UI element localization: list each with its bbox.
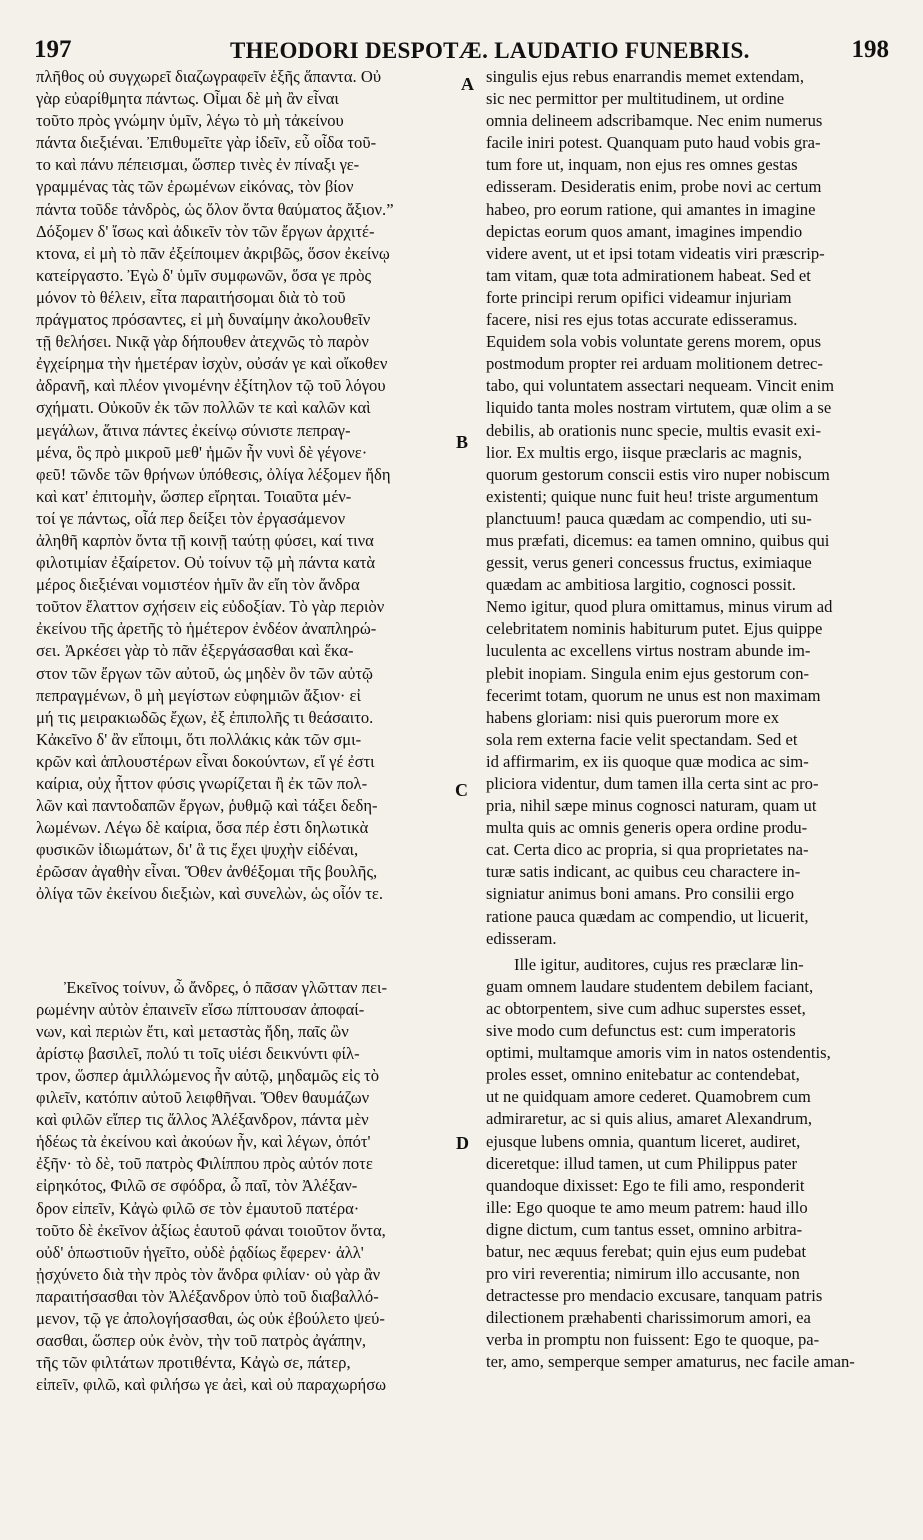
- text-line: sic nec permittor per multitudinem, ut ordine: [486, 89, 785, 109]
- text-line: ρωμένην αὐτὸν ἐπαινεῖν εἴσω πίπτουσαν ἀποφαί-: [36, 999, 365, 1019]
- page-number-right: 198: [851, 36, 889, 63]
- text-line: μένα, ὃς πρὸ μικροῦ μεθ' ἡμῶν ἦν νυνὶ δὲ γέγονε·: [36, 442, 368, 462]
- text-line: μενον, τῷ γε ἀπολογήσασθαι, ὡς οὐκ ἐβούλετο ψεύ-: [36, 1308, 385, 1328]
- text-line: δρον εἰπεῖν, Κἀγὼ φιλῶ σε τὸν ἐμαυτοῦ πατέρα·: [36, 1198, 360, 1218]
- text-line: Equidem sola vobis voluntate gerens morem, opus: [486, 332, 822, 352]
- text-line: Nemo igitur, quod plura omittamus, minus virum ad: [486, 597, 833, 617]
- text-line: κρῶν καὶ ἁπλουστέρων εἶναι δοκούντων, εἴ γέ ἐστι: [36, 751, 375, 771]
- text-line: ἡδέως τὰ ἐκείνου καὶ ἀκούων ἦν, καὶ λέγων, ὁπότ': [36, 1132, 371, 1152]
- greek-column: [36, 66, 463, 1396]
- text-line: multa quis ac omnis generis opera ordine produ-: [486, 818, 808, 838]
- text-line: optimi, multamque amoris vim in natos ostendentis,: [486, 1043, 831, 1063]
- text-line: ἀληθῆ καρπὸν ὄντα τῇ κοινῇ ταύτῃ φύσει, καί τινα: [36, 530, 374, 550]
- text-line: luculenta ac excellens virtus nostram abunde im-: [486, 641, 811, 661]
- text-line: μεγάλων, ἅτινα πάντες ἐκείνῳ σύνιστε πεπραγ-: [36, 420, 351, 440]
- text-line: καίρια, οὐχ ἧττον φύσις γνωρίζεται ἢ ἐκ τῶν πολ-: [36, 774, 368, 793]
- text-line: ter, amo, semperque semper amaturus, nec facile aman-: [486, 1352, 855, 1372]
- text-line: πράγματος πρόσαντες, εἰ μὴ δυναίμην ἀκολουθεῖν: [36, 310, 371, 330]
- text-line: μέρος διεξιέναι νομιστέον ἡμῖν ἂν εἴη τὸν ἄνδρα: [36, 575, 360, 595]
- text-line: γραμμένας τὰς τῶν ἐρωμένων εἰκόνας, τὸν βίον: [36, 177, 354, 197]
- text-line: πάντα διεξιέναι. Ἐπιθυμεῖτε γὰρ ἰδεῖν, εὖ οἶδα τοῦ-: [36, 133, 377, 153]
- running-header: [30, 36, 893, 66]
- text-line: καὶ κατ' ἐπιτομὴν, ὥσπερ εἴρηται. Τοιαῦτα μέν-: [36, 486, 352, 506]
- text-line: ἐξῆν· τὸ δὲ, τοῦ πατρὸς Φιλίππου πρὸς αὐτόν ποτε: [36, 1154, 373, 1174]
- text-line: tabo, qui voluntatem assectari nequeam. Vincit enim: [486, 376, 834, 396]
- text-line: liquido tanta moles nostram virtutem, quæ olim a se: [486, 398, 832, 418]
- text-line: τῇ θελήσει. Νικᾷ γὰρ δήπουθεν ἀτεχνῶς τὸ παρὸν: [36, 332, 369, 352]
- text-line: Κἀκεῖνο δ' ἂν εἴποιμι, ὅτι πολλάκις κἀκ τῶν σμι-: [36, 729, 362, 749]
- text-line: πάντα τοῦδε τἀνδρὸς, ὡς ὅλον ὄντα θαύματος ἄξιον.”: [36, 199, 394, 219]
- text-line: singulis ejus rebus enarrandis memet extendam,: [486, 67, 804, 86]
- text-line: diceretque: illud tamen, ut cum Philippus pater: [486, 1153, 798, 1173]
- text-line: habeo, pro eorum ratione, qui amantes in imagine: [486, 199, 816, 219]
- text-line: proles esset, omnino enitebatur ac contendebat,: [486, 1065, 800, 1085]
- text-line: σχήματι. Οὐκοῦν ἐκ τῶν πολλῶν τε καὶ καλῶν καὶ: [36, 398, 371, 418]
- text-line: πεπραγμένων, ὃ μὴ μεγίστων εὐφημιῶν ἄξιον· εἰ: [36, 685, 361, 705]
- text-line: planctuum! pauca quædam ac compendio, uti su-: [486, 508, 812, 528]
- greek-paragraph-2: [36, 977, 463, 1397]
- text-line: Δόξομεν δ' ἴσως καὶ ἀδικεῖν τὸν τῶν ἔργων ἀρχιτέ-: [36, 221, 375, 241]
- text-line: plebit inopiam. Singula enim ejus gestorum con-: [486, 663, 810, 683]
- text-line: νων, καὶ περιὼν ἔτι, καὶ μεταστὰς ἤδη, παῖς ὢν: [36, 1021, 349, 1041]
- text-line: cat. Certa dico ac propria, si qua proprietates na-: [486, 840, 809, 860]
- text-line: εἰπεῖν, φιλῶ, καὶ φιλήσω γε ἀεὶ, καὶ οὐ παραχωρήσω: [36, 1375, 387, 1395]
- text-line: guam omnem laudare studentem debilem faciant,: [486, 976, 814, 996]
- text-line: σασθαι, ὥσπερ οὐκ ἐνὸν, τὴν τοῦ πατρὸς ἀγάπην,: [36, 1331, 367, 1351]
- text-line: ac obtorpentem, sive cum adhuc superstes esset,: [486, 998, 806, 1018]
- text-line: ille: Ego quoque te amo meum patrem: haud illo: [486, 1197, 808, 1217]
- text-line: sola rem externa facie velit spectandam. Sed et: [486, 729, 798, 749]
- text-line: detractesse pro mendacio excusare, tanquam patris: [486, 1286, 823, 1306]
- latin-paragraph-1: [486, 66, 896, 950]
- text-line: ἐκείνου τῆς ἀρετῆς τὸ ἡμέτερον ἐνδέον ἀναπληρώ-: [36, 619, 377, 639]
- text-line: dilectionem præhabenti charissimorum amori, ea: [486, 1308, 811, 1328]
- text-line: fecerimt totam, quorum ne unus est non maximam: [486, 685, 821, 705]
- text-line: turæ satis indicant, ac quibus ceu charactere in-: [486, 862, 801, 882]
- text-line: τῆς τῶν φιλτάτων προτιθέντα, Κἀγὼ σε, πάτερ,: [36, 1353, 351, 1373]
- text-line: signiatur animus boni amans. Pro consilii ergo: [486, 884, 795, 904]
- text-line: ᾐσχύνετο διὰ τὴν πρὸς τὸν ἄνδρα φιλίαν· οὐ γὰρ ἂν: [36, 1264, 381, 1284]
- text-line: ὀλίγα τῶν ἐκείνου διεξιὼν, καὶ συνελὼν, ὡς οἷόν τε.: [36, 884, 384, 904]
- text-line: ἐρῶσαν ἀγαθὴν εἶναι. Ὅθεν ἀνθέξομαι τῆς βουλῆς,: [36, 862, 378, 882]
- section-marker-b: B: [456, 432, 469, 452]
- text-line: Ἐκεῖνος τοίνυν, ὦ ἄνδρες, ὁ πᾶσαν γλῶτταν πει-: [64, 977, 388, 997]
- latin-paragraph-2: [486, 954, 896, 1374]
- text-line: facile iniri potest. Quanquam puto haud vobis gra-: [486, 133, 821, 153]
- text-line: gessit, verus generi concessus fructus, eximiaque: [486, 553, 812, 573]
- text-line: depictas eorum quos amant, imagines impendio: [486, 221, 803, 241]
- text-line: videre avent, ut et ipsi totam videatis viri præscrip-: [486, 243, 825, 263]
- text-line: οὐδ' ὁπωστιοῦν ἡγεῖτο, οὐδὲ ῥᾳδίως ἔφερεν· ἀλλ': [36, 1242, 364, 1262]
- section-marker-c: C: [455, 780, 468, 800]
- text-line: λωμένων. Λέγω δὲ καίρια, ὅσα πέρ ἐστι δηλωτικὰ: [36, 818, 369, 838]
- text-line: Ille igitur, auditores, cujus res præclaræ lin-: [514, 954, 804, 974]
- text-line: ratione pauca quædam ac compendio, ut licuerit,: [486, 906, 809, 926]
- greek-paragraph-1: [36, 66, 463, 906]
- text-line: λῶν καὶ παντοδαπῶν ἔργων, ῥυθμῷ καὶ τάξει δεδη-: [36, 796, 378, 816]
- text-line: edisseram. Desideratis enim, probe novi ac certum: [486, 177, 822, 197]
- text-line: existenti; quique nunc fuit heu! triste argumentum: [486, 486, 819, 506]
- text-line: σει. Ἀρκέσει γὰρ τὸ πᾶν ἐξεργάσασθαι καὶ ἕκα-: [36, 641, 354, 661]
- section-marker-a: A: [461, 74, 474, 94]
- text-line: edisseram.: [486, 928, 557, 948]
- text-line: admiraretur, ac si quis alius, amaret Alexandrum,: [486, 1109, 813, 1129]
- text-line: quædam ac ambitiosa largitio, cognosci possit.: [486, 575, 796, 595]
- text-line: ἀδρανῆ, καὶ πλέον γινομένην ἐξίτηλον τῷ τοῦ λόγου: [36, 376, 386, 396]
- text-line: postmodum propter rei arduam molitionem detrec-: [486, 354, 823, 374]
- text-line: omnia delineem adscribamque. Nec enim numerus: [486, 111, 823, 131]
- text-line: γὰρ εὐαρίθμητα πάντως. Οἶμαι δὲ μὴ ἂν εἶναι: [36, 89, 339, 109]
- text-line: ut ne quidquam amore cederet. Quamobrem cum: [486, 1087, 811, 1107]
- text-line: pro viri reverentia; nimirum illo accusante, non: [486, 1264, 800, 1284]
- text-line: τοί γε πάντως, οἷά περ δείξει τὸν ἐργασάμενον: [36, 508, 346, 528]
- text-line: φιλεῖν, κατόπιν αὐτοῦ λειφθῆναι. Ὅθεν θαυμάζων: [36, 1088, 370, 1108]
- text-line: digne dictum, cum tantus esset, omnino arbitra-: [486, 1219, 803, 1239]
- text-line: habens gloriam: nisi quis puerorum more ex: [486, 707, 780, 727]
- text-line: forte principi rerum opifici videamur injuriam: [486, 287, 792, 307]
- text-line: verba in promptu non fuissent: Ego te quoque, pa-: [486, 1330, 820, 1350]
- text-line: debilis, ab orationis nunc specie, multis evasit exi-: [486, 420, 822, 440]
- text-line: κτονα, εἰ μὴ τὸ πᾶν ἐξείποιμεν ἀκριβῶς, ὅσον ἐκείνῳ: [36, 243, 390, 263]
- text-line: celebritatem nominis habiturum putet. Ejus quippe: [486, 619, 823, 639]
- text-line: ἀρίστῳ βασιλεῖ, πολύ τι τοῖς υἱέσι δεικνύντι φίλ-: [36, 1043, 360, 1063]
- running-title: THEODORI DESPOTÆ. LAUDATIO FUNEBRIS.: [230, 38, 750, 63]
- text-line: batur, nec æquus ferebat; quin ejus eum pudebat: [486, 1241, 807, 1261]
- text-line: tum fore ut, inquam, non ejus res omnes gestas: [486, 155, 798, 175]
- text-line: sive modo cum defunctus est: cum imperatoris: [486, 1021, 796, 1041]
- text-line: id affirmarim, ex iis quoque quæ modica ac sim-: [486, 751, 809, 771]
- text-line: mus præfati, dicemus: ea tamen omnino, quibus qui: [486, 530, 830, 550]
- text-line: μόνον τὸ θέλειν, εἶτα παραιτήσομαι διὰ τὸ τοῦ: [36, 287, 346, 307]
- paragraph-gap: [36, 906, 463, 977]
- text-line: pliciora videntur, dum tamen illa certa sint ac pro-: [486, 774, 819, 793]
- text-line: το καὶ πάνυ πέπεισμαι, ὥσπερ τινὲς ἐν πίναξι γε-: [36, 155, 360, 175]
- text-line: εἰρηκότος, Φιλῶ σε σφόδρα, ὦ παῖ, τὸν Ἀλέξαν-: [36, 1176, 358, 1196]
- text-line: τοῦτο δὲ ἐκεῖνον ἀξίως ἑαυτοῦ φάναι τοιοῦτον ὄντα,: [36, 1220, 386, 1240]
- page-number-left: 197: [34, 36, 72, 63]
- text-line: quorum gestorum conscii estis viro nuper nobiscum: [486, 464, 830, 484]
- text-line: tam vitam, quæ tota admirationem habeat. Sed et: [486, 265, 811, 285]
- text-line: στον τῶν ἔργων τῶν αὐτοῦ, ὡς μηδὲν ὂν τῶν αὐτῷ: [36, 663, 373, 683]
- text-line: pria, nihil sæpe minus cognosci naturam, quam ut: [486, 796, 817, 816]
- text-line: τοῦτον ἔλαττον σχήσειν εἰς εὐδοξίαν. Τὸ γὰρ περιὸν: [36, 597, 385, 617]
- text-line: πλῆθος οὐ συγχωρεῖ διαζωγραφεῖν ἑξῆς ἅπαντα. Οὐ: [36, 67, 382, 86]
- text-line: quandoque dixisset: Ego te fili amo, responderit: [486, 1175, 805, 1195]
- text-line: φεῦ! τῶνδε τῶν θρήνων ὑπόθεσις, ὀλίγα λέξομεν ἤδη: [36, 464, 391, 484]
- text-line: lior. Ex multis ergo, iisque præclaris ac magnis,: [486, 442, 802, 462]
- text-line: μή τις μειρακιωδῶς ἔχων, ἐξ ἐπιπολῆς τι θεάσαιτο.: [36, 707, 374, 727]
- text-line: κατείργαστο. Ἐγὼ δ' ὑμῖν συμφωνῶν, ὅσα γε πρὸς: [36, 265, 372, 285]
- text-line: τρον, ὥσπερ ἁμιλλώμενος ἦν αὐτῷ, μηδαμῶς εἰς τὸ: [36, 1065, 380, 1085]
- latin-column: [486, 66, 896, 1374]
- text-line: τοῦτο πρὸς γνώμην ὑμῖν, λέγω τὸ μὴ τἀκείνου: [36, 111, 344, 131]
- section-marker-d: D: [456, 1133, 469, 1153]
- text-line: ἐγχείρημα τὴν ἡμετέραν ἰσχὺν, οὐσάν γε καὶ οἴκοθεν: [36, 354, 388, 374]
- text-line: καὶ φιλῶν εἴπερ τις ἄλλος Ἀλέξανδρον, πάντα μὲν: [36, 1110, 369, 1130]
- text-line: ejusque lubens omnia, quantum liceret, audiret,: [486, 1131, 801, 1151]
- text-line: φυσικῶν ἰδιωμάτων, δι' ἃ τις ἔχει ψυχὴν εἰδέναι,: [36, 840, 359, 860]
- text-line: παραιτήσασθαι τὸν Ἀλέξανδρον ὑπὸ τοῦ διαβαλλό-: [36, 1286, 379, 1306]
- text-line: facere, nisi res ejus totas accurate edisseramus.: [486, 310, 798, 330]
- text-line: φιλοτιμίαν ἐξαίρετον. Οὐ τοίνυν τῷ μὴ πάντα κατὰ: [36, 553, 376, 573]
